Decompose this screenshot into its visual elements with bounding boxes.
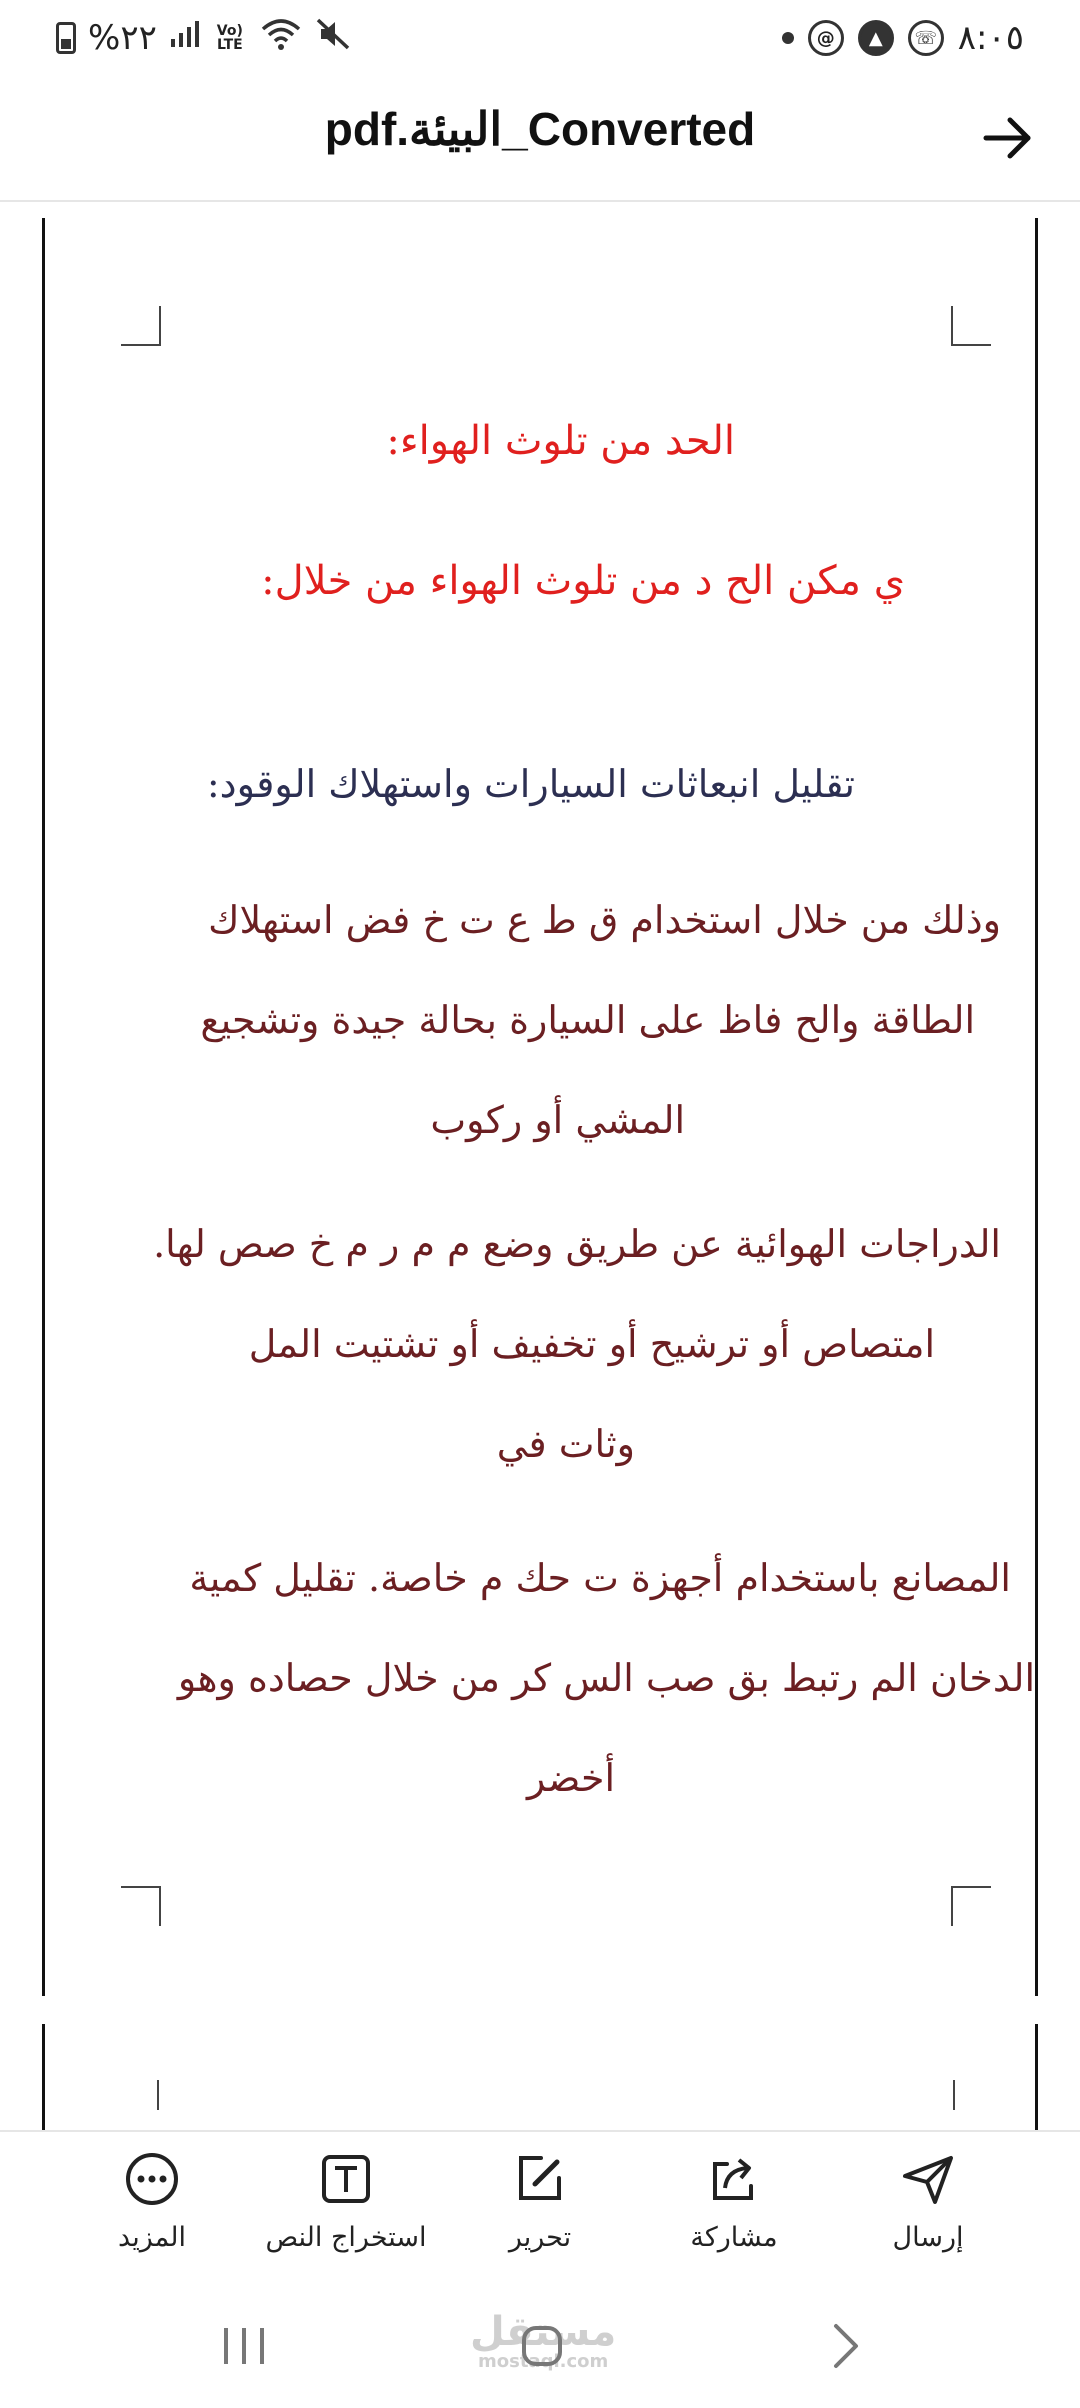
pdf-page: [42, 2024, 1038, 2130]
body-line: وثات في: [496, 1422, 635, 1466]
send-label: إرسال: [892, 2222, 964, 2253]
app-notification-icon: ▲: [858, 20, 894, 56]
body-line: أخضر: [527, 1756, 615, 1800]
battery-icon: [56, 22, 76, 54]
send-button[interactable]: [838, 2150, 1018, 2253]
share-label: مشاركة: [690, 2222, 778, 2253]
whatsapp-icon: ☏: [908, 20, 944, 56]
share-button[interactable]: [644, 2150, 824, 2253]
more-label: المزيد: [118, 2222, 186, 2253]
section-title: تقليل انبعاثات السيارات واستهلاك الوقود:: [206, 762, 855, 806]
threads-icon: @: [808, 20, 844, 56]
crop-mark: [121, 306, 161, 346]
body-line: المصانع باستخدام أجهزة ت حك م خاصة. تقليل كمية: [189, 1556, 1011, 1600]
app-bar: [0, 76, 1080, 202]
extract-text-icon: [317, 2150, 375, 2208]
battery-text: %٢٢: [88, 18, 157, 58]
more-button[interactable]: [62, 2150, 242, 2253]
body-line: الطاقة والح فاظ على السيارة بحالة جيدة وتشجيع: [200, 998, 975, 1042]
edit-icon: [511, 2150, 569, 2208]
chevron-right-icon: [814, 2316, 874, 2376]
recent-apps-button[interactable]: [214, 2316, 274, 2376]
crop-mark: [157, 2080, 159, 2110]
status-bar-left: [56, 14, 351, 62]
more-icon: [123, 2150, 181, 2208]
back-nav-button[interactable]: [814, 2316, 874, 2376]
body-line: وذلك من خلال استخدام ق ط ع ت خ فض استهلاك: [208, 898, 1001, 942]
arrow-right-icon: [976, 106, 1040, 170]
watermark-text: مستقل: [470, 2309, 617, 2355]
edit-button[interactable]: [450, 2150, 630, 2253]
home-button[interactable]: [512, 2316, 572, 2376]
pdf-page: [42, 218, 1038, 1996]
document-title: Converted_البيئة.pdf: [324, 103, 756, 155]
share-icon: [705, 2150, 763, 2208]
status-bar: [0, 0, 1080, 76]
crop-mark: [953, 2080, 955, 2110]
home-icon: [512, 2316, 572, 2376]
navigation-bar: [0, 2286, 1080, 2408]
edit-label: تحرير: [508, 2222, 572, 2253]
status-bar-right: [782, 14, 1024, 62]
wifi-icon: [259, 17, 303, 60]
notification-dot-icon: [782, 32, 794, 44]
back-button[interactable]: [976, 106, 1040, 170]
body-line: المشي أو ركوب: [430, 1098, 685, 1142]
send-icon: [899, 2150, 957, 2208]
subheading: ي مكن الح د من تلوث الهواء من خلال:: [261, 558, 905, 604]
body-line: الدخان الم رتبط بق صب الس كر من خلال حصاده وهو: [177, 1656, 1035, 1700]
recent-apps-icon: [214, 2316, 274, 2376]
heading: الحد من تلوث الهواء:: [386, 418, 735, 464]
bottom-toolbar: [0, 2130, 1080, 2288]
signal-icon: [169, 18, 201, 58]
extract-text-label: استخراج النص: [265, 2222, 427, 2253]
mute-icon: [315, 17, 351, 60]
crop-mark: [121, 1886, 161, 1926]
body-line: الدراجات الهوائية عن طريق وضع م م ر م خ صص لها.: [153, 1222, 1001, 1266]
extract-text-button[interactable]: [256, 2150, 436, 2253]
watermark-sub: mostaql.com: [478, 2351, 609, 2372]
pdf-viewer[interactable]: [0, 202, 1080, 2130]
crop-mark: [951, 306, 991, 346]
body-line: امتصاص أو ترشيح أو تخفيف أو تشتيت المل: [248, 1322, 935, 1366]
clock: ٨:٠٥: [957, 18, 1024, 58]
crop-mark: [951, 1886, 991, 1926]
lte-label: Vo) LTE: [216, 23, 243, 53]
